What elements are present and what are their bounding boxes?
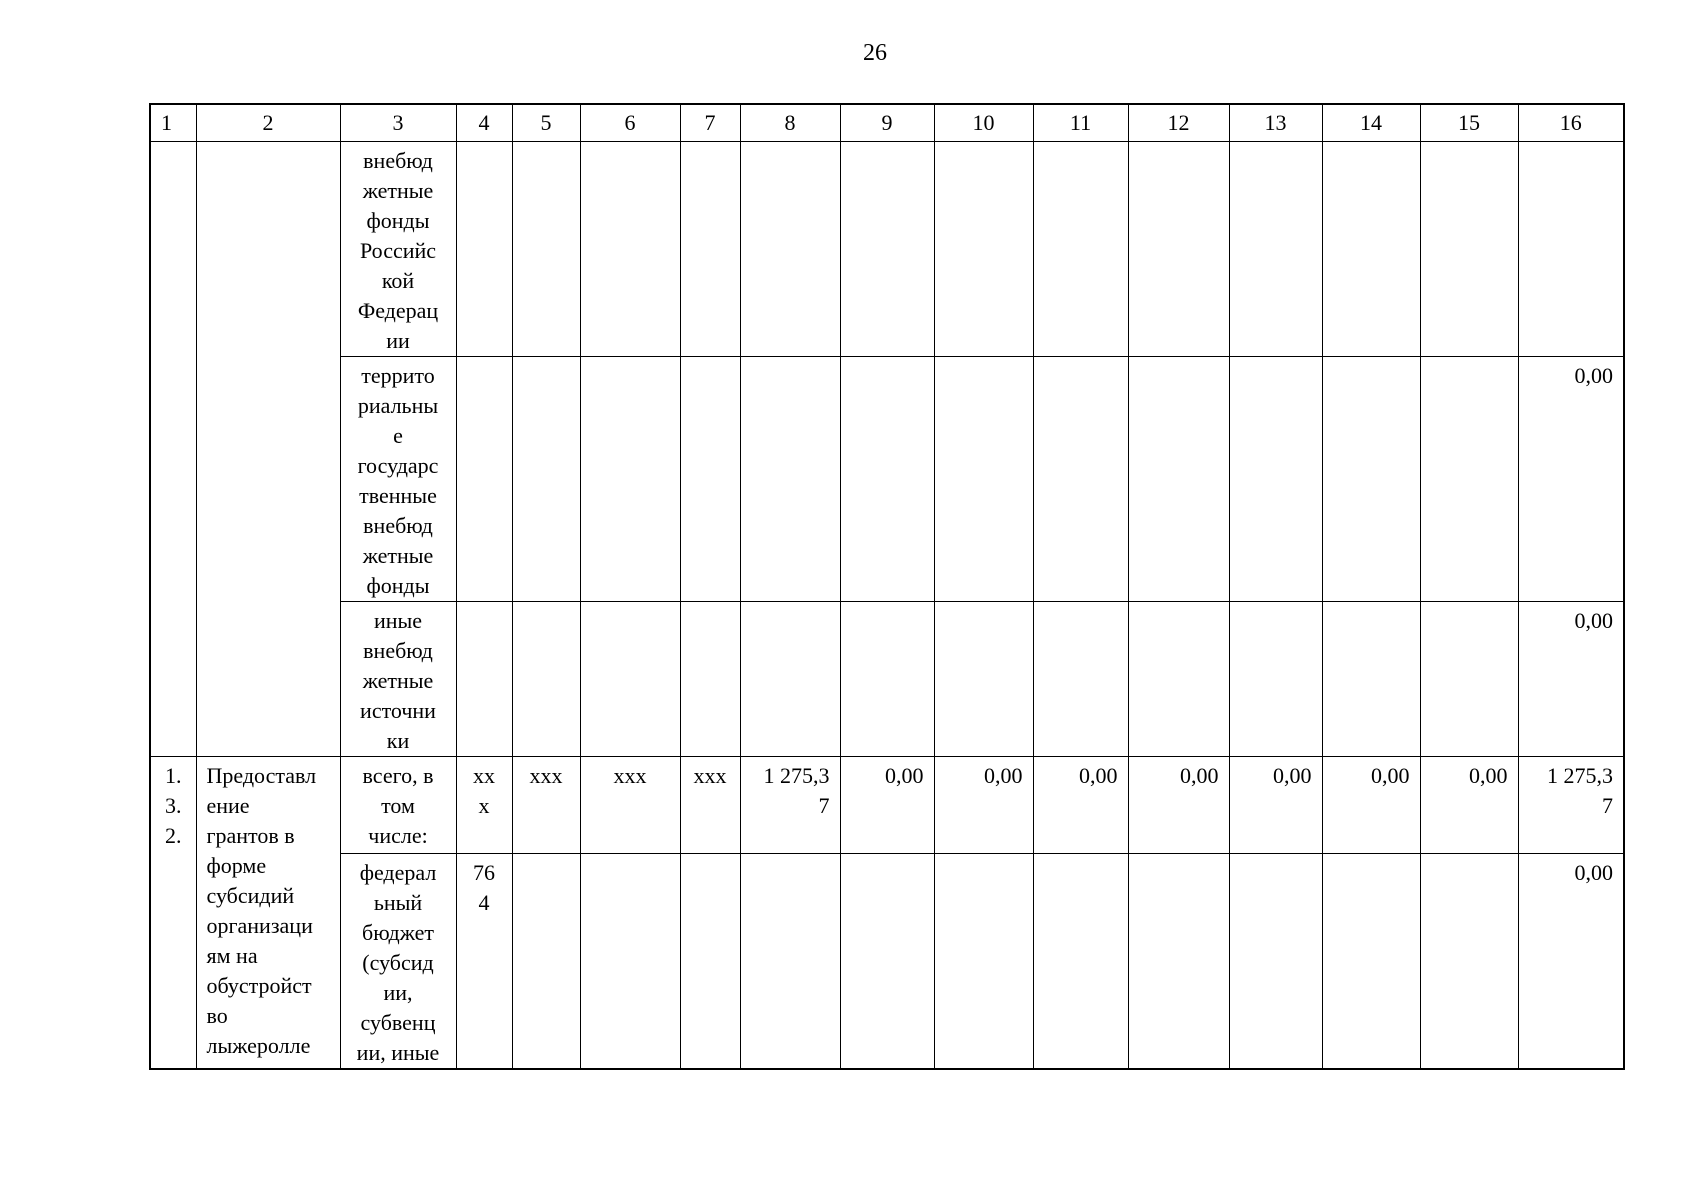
value-cell: 0,00 bbox=[1033, 757, 1128, 854]
table-cell bbox=[740, 854, 840, 1070]
table-cell bbox=[680, 142, 740, 357]
column-header: 2 bbox=[196, 104, 340, 142]
table-cell bbox=[934, 357, 1033, 602]
table-cell bbox=[680, 357, 740, 602]
table-cell bbox=[1229, 357, 1322, 602]
column-header: 10 bbox=[934, 104, 1033, 142]
column-header: 9 bbox=[840, 104, 934, 142]
value-cell: ххх bbox=[512, 757, 580, 854]
table-cell bbox=[934, 854, 1033, 1070]
column-number-row bbox=[150, 104, 1624, 142]
table-cell bbox=[1229, 854, 1322, 1070]
value-cell: 1 275,3 7 bbox=[1518, 757, 1624, 854]
table-cell bbox=[840, 142, 934, 357]
table-cell bbox=[580, 357, 680, 602]
value-cell: 0,00 bbox=[1518, 602, 1624, 757]
table-cell bbox=[1420, 854, 1518, 1070]
value-cell: 0,00 bbox=[1518, 357, 1624, 602]
column-header: 6 bbox=[580, 104, 680, 142]
value-cell: хх х bbox=[456, 757, 512, 854]
page-number: 26 bbox=[863, 40, 887, 66]
table-cell bbox=[1128, 602, 1229, 757]
table-cell bbox=[1420, 142, 1518, 357]
value-cell: 0,00 bbox=[1128, 757, 1229, 854]
table-cell bbox=[580, 854, 680, 1070]
column-header: 16 bbox=[1518, 104, 1624, 142]
table-cell bbox=[840, 854, 934, 1070]
table-cell bbox=[740, 602, 840, 757]
column-header: 15 bbox=[1420, 104, 1518, 142]
table-cell bbox=[512, 357, 580, 602]
table-cell bbox=[1033, 357, 1128, 602]
funding-source-cell: иные внебюд жетные источни ки bbox=[340, 602, 456, 757]
column-header: 3 bbox=[340, 104, 456, 142]
table-cell bbox=[1229, 142, 1322, 357]
table-row bbox=[150, 757, 1624, 854]
value-cell: 0,00 bbox=[840, 757, 934, 854]
table-cell bbox=[580, 602, 680, 757]
column-header: 14 bbox=[1322, 104, 1420, 142]
empty-cell bbox=[150, 142, 196, 757]
table-cell bbox=[934, 602, 1033, 757]
table-cell bbox=[580, 142, 680, 357]
table-cell bbox=[934, 142, 1033, 357]
table-cell bbox=[1033, 854, 1128, 1070]
value-cell: 0,00 bbox=[1518, 854, 1624, 1070]
table-cell bbox=[1128, 854, 1229, 1070]
table-cell bbox=[512, 854, 580, 1070]
budget-table bbox=[149, 103, 1625, 1070]
value-cell: 76 4 bbox=[456, 854, 512, 1070]
item-name-cell: Предоставл ение грантов в форме субсидий организаци ям на обустройст во лыжеролле bbox=[196, 757, 340, 1070]
value-cell: ххх bbox=[580, 757, 680, 854]
table-cell bbox=[512, 142, 580, 357]
table-cell bbox=[1033, 142, 1128, 357]
table-cell bbox=[680, 854, 740, 1070]
table-cell bbox=[840, 602, 934, 757]
column-header: 13 bbox=[1229, 104, 1322, 142]
table-cell bbox=[1322, 142, 1420, 357]
table-cell bbox=[1229, 602, 1322, 757]
funding-source-cell: всего, в том числе: bbox=[340, 757, 456, 854]
value-cell: 0,00 bbox=[1322, 757, 1420, 854]
table-row bbox=[150, 357, 1624, 602]
column-header: 1 bbox=[150, 104, 196, 142]
table-cell bbox=[1420, 602, 1518, 757]
table-cell bbox=[840, 357, 934, 602]
table-cell bbox=[740, 357, 840, 602]
column-header: 5 bbox=[512, 104, 580, 142]
table-row bbox=[150, 602, 1624, 757]
value-cell: 0,00 bbox=[1229, 757, 1322, 854]
table-cell bbox=[1322, 602, 1420, 757]
table-cell bbox=[456, 357, 512, 602]
column-header: 4 bbox=[456, 104, 512, 142]
funding-source-cell: внебюд жетные фонды Российс кой Федерац ии bbox=[340, 142, 456, 357]
value-cell: 0,00 bbox=[934, 757, 1033, 854]
value-cell: 1 275,3 7 bbox=[740, 757, 840, 854]
value-cell bbox=[1518, 142, 1624, 357]
table-cell bbox=[680, 602, 740, 757]
column-header: 8 bbox=[740, 104, 840, 142]
table-cell bbox=[740, 142, 840, 357]
table-cell bbox=[456, 602, 512, 757]
column-header: 7 bbox=[680, 104, 740, 142]
table-row bbox=[150, 854, 1624, 1070]
table-cell bbox=[1128, 142, 1229, 357]
table-cell bbox=[1128, 357, 1229, 602]
value-cell: 0,00 bbox=[1420, 757, 1518, 854]
value-cell: ххх bbox=[680, 757, 740, 854]
funding-source-cell: федерал ьный бюджет (субсид ии, субвенц ии, иные bbox=[340, 854, 456, 1070]
table-cell bbox=[1420, 357, 1518, 602]
item-number-cell: 1. 3. 2. bbox=[150, 757, 196, 1070]
table-row bbox=[150, 142, 1624, 357]
funding-source-cell: террито риальны е государс твенные внебюд жетные фонды bbox=[340, 357, 456, 602]
table-cell bbox=[456, 142, 512, 357]
table-cell bbox=[1033, 602, 1128, 757]
column-header: 12 bbox=[1128, 104, 1229, 142]
table-cell bbox=[1322, 357, 1420, 602]
table-cell bbox=[512, 602, 580, 757]
table-cell bbox=[1322, 854, 1420, 1070]
column-header: 11 bbox=[1033, 104, 1128, 142]
empty-cell bbox=[196, 142, 340, 757]
